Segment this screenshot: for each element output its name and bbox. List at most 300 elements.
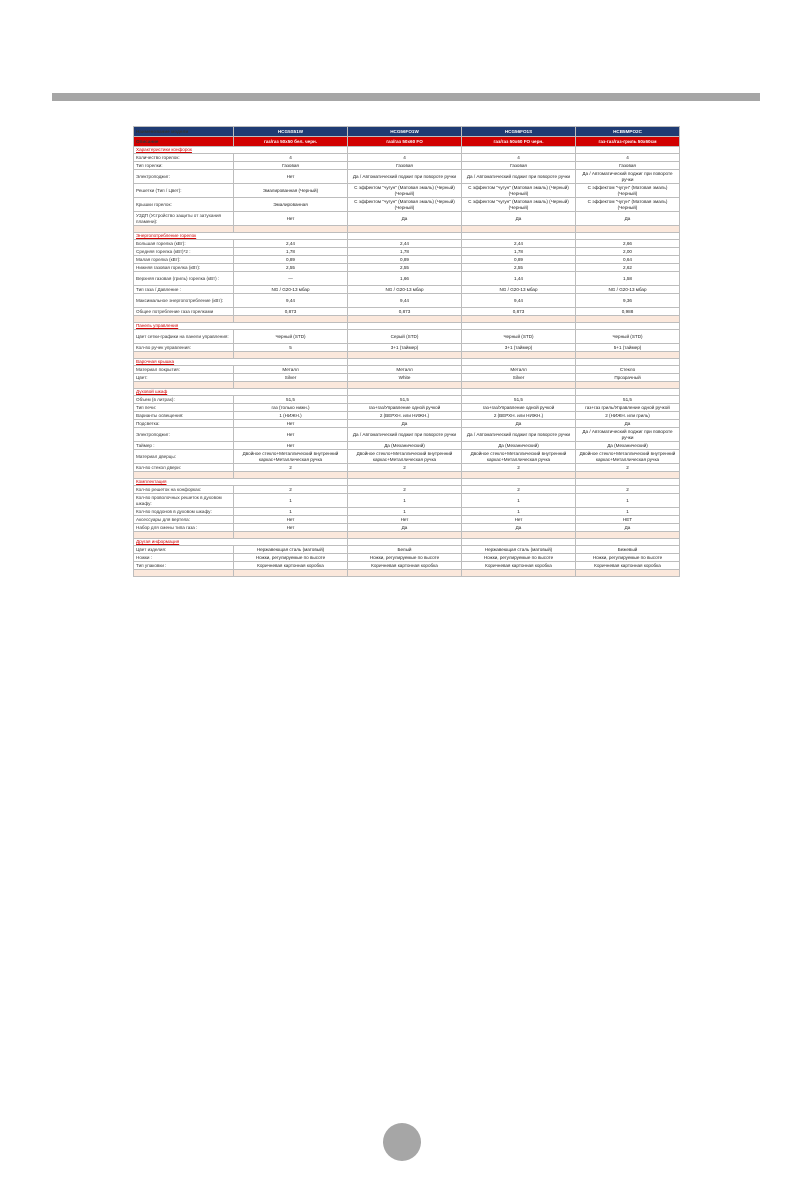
row-value: Газовая — [234, 162, 348, 170]
page-number-circle — [383, 1123, 421, 1161]
row-value: С эффектом "чугун" (Матовая эмаль) (Черный) — [576, 184, 680, 198]
row-value: газ+газ/Управление одной ручкой — [462, 404, 576, 412]
table-row — [134, 428, 680, 442]
row-value: Нет — [234, 524, 348, 532]
row-value: 51,5 — [234, 396, 348, 404]
row-value: 1 — [462, 508, 576, 516]
row-value: 2 — [234, 464, 348, 472]
description-cell: Описание — [134, 137, 234, 147]
header-cell: HCB5MPO2C — [576, 127, 680, 137]
spec-table — [133, 126, 680, 577]
row-value: Нет — [348, 516, 462, 524]
section-pad-cell — [234, 479, 348, 486]
row-value: 2,55 — [234, 264, 348, 272]
table-row — [134, 450, 680, 464]
spacer-cell — [576, 382, 680, 389]
row-label: Цвет: — [134, 374, 234, 382]
table-row — [134, 272, 680, 286]
header-cell: Наименование модели — [134, 127, 234, 137]
row-value: 2,00 — [576, 248, 680, 256]
spacer-cell — [234, 352, 348, 359]
spacer-cell — [134, 472, 234, 479]
section-pad-cell — [462, 147, 576, 154]
section-title: Панель управления — [134, 323, 234, 330]
section-pad-cell — [348, 479, 462, 486]
row-value: 1,78 — [234, 248, 348, 256]
section-header-row — [134, 479, 680, 486]
header-cell: HCG56FO1W — [348, 127, 462, 137]
spacer-cell — [462, 570, 576, 577]
table-row — [134, 212, 680, 226]
row-value: Прозрачный — [576, 374, 680, 382]
row-value: Да (Механический) — [576, 442, 680, 450]
row-value: Ножки, регулируемые по высоте — [576, 554, 680, 562]
row-value: Да / Автоматический поджиг при повороте ручки — [576, 170, 680, 184]
table-row — [134, 412, 680, 420]
row-label: Набор для смены типа газа : — [134, 524, 234, 532]
row-label: Кол-во стекол двери: — [134, 464, 234, 472]
table-row — [134, 486, 680, 494]
table-row — [134, 294, 680, 308]
section-pad-cell — [576, 147, 680, 154]
row-label: Электроподжиг: — [134, 170, 234, 184]
spacer-cell — [576, 226, 680, 233]
section-header-row — [134, 323, 680, 330]
section-pad-cell — [348, 389, 462, 396]
row-label: Объем (в литрах): — [134, 396, 234, 404]
section-pad-cell — [462, 233, 576, 240]
top-divider-bar — [52, 93, 760, 101]
table-row — [134, 248, 680, 256]
row-label: Цвет изделия: — [134, 546, 234, 554]
row-value: NG / G20-13 мбар — [234, 286, 348, 294]
row-value: С эффектом "чугун" (Матовая эмаль) (Черный) — [576, 198, 680, 212]
row-value: С эффектом "чугун" (Матовая эмаль) (Черный) (Черный) — [462, 184, 576, 198]
section-pad-cell — [234, 147, 348, 154]
row-value: Серый (STD) — [348, 330, 462, 344]
row-label: Цвет сетки-графики на панели управления: — [134, 330, 234, 344]
spacer-cell — [134, 352, 234, 359]
row-value: Нет — [234, 428, 348, 442]
row-value: 2 — [348, 486, 462, 494]
row-label: Нижняя газовая горелка (кВт): — [134, 264, 234, 272]
row-value: 2 — [462, 486, 576, 494]
spacer-cell — [348, 226, 462, 233]
row-value: Да (Механический) — [348, 442, 462, 450]
section-header-row — [134, 359, 680, 366]
section-title: Комплектация — [134, 479, 234, 486]
row-value: Эмалированная — [234, 198, 348, 212]
table-row — [134, 366, 680, 374]
table-row — [134, 420, 680, 428]
spacer-cell — [576, 352, 680, 359]
row-value: Коричневая картонная коробка — [234, 562, 348, 570]
section-title: Энергопотребление горелок — [134, 233, 234, 240]
row-label: Кол-во решеток на конфорках: — [134, 486, 234, 494]
row-value: 1,58 — [576, 272, 680, 286]
row-value: Двойное стекло+Металлический внутренний каркас+Металлическая ручка — [576, 450, 680, 464]
spacer-row — [134, 382, 680, 389]
row-value: 2 — [462, 464, 576, 472]
row-value: 1,44 — [462, 272, 576, 286]
row-label: Общее потребление газа горелками — [134, 308, 234, 316]
section-pad-cell — [462, 389, 576, 396]
row-label: Материал покрытия: — [134, 366, 234, 374]
description-row — [134, 137, 680, 147]
row-value: Металл — [348, 366, 462, 374]
table-row — [134, 508, 680, 516]
row-value: Нержавеющая сталь (матовый) — [462, 546, 576, 554]
row-value: газ+газ/Управление одной ручкой — [348, 404, 462, 412]
spacer-row — [134, 570, 680, 577]
table-row — [134, 344, 680, 352]
spacer-cell — [134, 382, 234, 389]
table-row — [134, 264, 680, 272]
spacer-cell — [234, 532, 348, 539]
row-label: Кол-во поддонов в духовом шкафу: — [134, 508, 234, 516]
spacer-cell — [576, 570, 680, 577]
row-value: 0,988 — [576, 308, 680, 316]
row-value: Металл — [462, 366, 576, 374]
row-value: 4 — [462, 154, 576, 162]
row-value: 0,873 — [234, 308, 348, 316]
section-title: Другая информация — [134, 539, 234, 546]
section-pad-cell — [348, 359, 462, 366]
table-row — [134, 546, 680, 554]
row-value: 0,89 — [462, 256, 576, 264]
spacer-cell — [462, 532, 576, 539]
section-pad-cell — [234, 539, 348, 546]
row-value: Черный (STD) — [234, 330, 348, 344]
row-label: Верхняя газовая (гриль) горелка (кВт) : — [134, 272, 234, 286]
spacer-cell — [348, 570, 462, 577]
row-value: С эффектом "чугун" (Матовая эмаль) (Черный) (Черный) — [348, 198, 462, 212]
table-row — [134, 562, 680, 570]
row-value: 1 (НИЖН.) — [234, 412, 348, 420]
row-value: 2,62 — [576, 264, 680, 272]
spacer-cell — [134, 532, 234, 539]
row-value: White — [348, 374, 462, 382]
table-row — [134, 524, 680, 532]
row-value: Двойное стекло+Металлический внутренний каркас+Металлическая ручка — [234, 450, 348, 464]
row-value: 9,36 — [576, 294, 680, 308]
section-pad-cell — [462, 323, 576, 330]
row-value: 0,64 — [576, 256, 680, 264]
spacer-cell — [576, 472, 680, 479]
spacer-cell — [234, 570, 348, 577]
table-row — [134, 162, 680, 170]
row-label: Решетки (Тип / Цвет): — [134, 184, 234, 198]
spacer-cell — [462, 382, 576, 389]
table-row — [134, 240, 680, 248]
section-pad-cell — [462, 539, 576, 546]
section-pad-cell — [234, 359, 348, 366]
row-value: Да — [462, 212, 576, 226]
row-value: газ (только нижн.) — [234, 404, 348, 412]
table-row — [134, 256, 680, 264]
section-pad-cell — [462, 479, 576, 486]
section-pad-cell — [234, 233, 348, 240]
section-title: Духовой шкаф — [134, 389, 234, 396]
row-value: Металл — [234, 366, 348, 374]
table-row — [134, 184, 680, 198]
row-value: Двойное стекло+Металлический внутренний каркас+Металлическая ручка — [348, 450, 462, 464]
row-value: — — [234, 272, 348, 286]
row-value: 1 — [576, 508, 680, 516]
row-value: 0,873 — [462, 308, 576, 316]
row-value: Silver — [234, 374, 348, 382]
row-value: Бежевый — [576, 546, 680, 554]
row-value: 3+1 (таймер) — [462, 344, 576, 352]
section-pad-cell — [576, 323, 680, 330]
spacer-cell — [134, 316, 234, 323]
row-value: Стекло — [576, 366, 680, 374]
row-value: 4 — [234, 154, 348, 162]
spacer-cell — [462, 472, 576, 479]
section-title: Характеристики конфорок — [134, 147, 234, 154]
row-value: Газовая — [462, 162, 576, 170]
row-value: 2 — [576, 464, 680, 472]
row-value: 1,78 — [348, 248, 462, 256]
section-header-row — [134, 147, 680, 154]
row-value: 2,44 — [234, 240, 348, 248]
row-value: Да — [348, 420, 462, 428]
row-value: Двойное стекло+Металлический внутренний каркас+Металлическая ручка — [462, 450, 576, 464]
table-row — [134, 554, 680, 562]
header-cell: HCG56FO1S — [462, 127, 576, 137]
section-header-row — [134, 539, 680, 546]
row-label: Малая горелка (кВт): — [134, 256, 234, 264]
row-value: Да / Автоматический поджиг при повороте ручки — [462, 170, 576, 184]
row-label: Тип горелки: — [134, 162, 234, 170]
spacer-row — [134, 352, 680, 359]
row-value: Газовая — [576, 162, 680, 170]
table-row — [134, 396, 680, 404]
row-value: Нет — [234, 420, 348, 428]
table-row — [134, 374, 680, 382]
description-cell: газ-газ/газ-гриль 50x60см — [576, 137, 680, 147]
row-value: 1 — [462, 494, 576, 508]
row-value: 3+1 (таймер) — [348, 344, 462, 352]
row-label: Количество горелок: — [134, 154, 234, 162]
spacer-cell — [576, 532, 680, 539]
row-value: Черный (STD) — [576, 330, 680, 344]
row-value: 1 — [234, 508, 348, 516]
row-value: Коричневая картонная коробка — [576, 562, 680, 570]
row-label: Крышки горелок: — [134, 198, 234, 212]
spacer-row — [134, 316, 680, 323]
row-value: 2,44 — [462, 240, 576, 248]
row-value: Да — [348, 524, 462, 532]
spacer-cell — [134, 226, 234, 233]
section-pad-cell — [576, 539, 680, 546]
section-header-row — [134, 389, 680, 396]
row-label: Большая горелка (кВт): — [134, 240, 234, 248]
row-value: 2,66 — [576, 240, 680, 248]
row-label: Тип печи: — [134, 404, 234, 412]
row-label: УЗДП (Устройство защиты от затухания пламени): — [134, 212, 234, 226]
row-value: Да — [462, 524, 576, 532]
section-pad-cell — [462, 359, 576, 366]
row-value: 1,66 — [348, 272, 462, 286]
spacer-cell — [348, 352, 462, 359]
spacer-cell — [134, 570, 234, 577]
row-label: Электроподжиг: — [134, 428, 234, 442]
section-pad-cell — [348, 323, 462, 330]
row-value: Да — [462, 420, 576, 428]
spacer-cell — [348, 532, 462, 539]
row-value: Ножки, регулируемые по высоте — [462, 554, 576, 562]
row-value: Да / Автоматический поджиг при повороте ручки — [348, 170, 462, 184]
row-value: Ножки, регулируемые по высоте — [234, 554, 348, 562]
spacer-cell — [462, 352, 576, 359]
row-label: Варианты освещения: — [134, 412, 234, 420]
row-value: Нет — [234, 516, 348, 524]
table-row — [134, 464, 680, 472]
section-pad-cell — [348, 233, 462, 240]
row-value: NG / G20-13 мбар — [348, 286, 462, 294]
section-pad-cell — [234, 389, 348, 396]
row-value: 2 (ВЕРХН. или НИЖН.) — [462, 412, 576, 420]
spacer-row — [134, 472, 680, 479]
row-value: 4 — [348, 154, 462, 162]
row-value: Да — [576, 524, 680, 532]
row-value: 5 — [234, 344, 348, 352]
table-row — [134, 404, 680, 412]
row-value: Коричневая картонная коробка — [462, 562, 576, 570]
row-value: 0,89 — [348, 256, 462, 264]
row-value: Черный (STD) — [462, 330, 576, 344]
row-value: 2,55 — [462, 264, 576, 272]
table-row — [134, 170, 680, 184]
description-cell: газ/газ 50х50 бел. черн. — [234, 137, 348, 147]
spacer-cell — [348, 382, 462, 389]
spacer-cell — [234, 316, 348, 323]
row-value: Эмалированная (Черный) — [234, 184, 348, 198]
row-value: 4 — [576, 154, 680, 162]
row-value: 2,44 — [348, 240, 462, 248]
row-label: Ножки : — [134, 554, 234, 562]
spacer-cell — [234, 226, 348, 233]
table-row — [134, 330, 680, 344]
table-row — [134, 516, 680, 524]
section-title: Варочная крышка — [134, 359, 234, 366]
section-pad-cell — [348, 539, 462, 546]
row-value: Газовая — [348, 162, 462, 170]
row-label: Подсветка: — [134, 420, 234, 428]
row-value: NG / G20-13 мбар — [576, 286, 680, 294]
row-label: Тип газа / Давление : — [134, 286, 234, 294]
row-value: Нет — [462, 516, 576, 524]
row-value: 2 — [576, 486, 680, 494]
section-pad-cell — [576, 233, 680, 240]
row-value: Да — [576, 212, 680, 226]
table-row — [134, 198, 680, 212]
row-value: Да / Автоматический поджиг при повороте ручки — [348, 428, 462, 442]
row-value: Да / Автоматический поджиг при повороте ручки — [462, 428, 576, 442]
row-value: С эффектом "чугун" (Матовая эмаль) (Черный) (Черный) — [462, 198, 576, 212]
row-value: Нет — [234, 442, 348, 450]
row-value: Нержавеющая сталь (матовый) — [234, 546, 348, 554]
spacer-cell — [234, 382, 348, 389]
row-value: Нет — [234, 212, 348, 226]
row-label: Аксессуары для вертела: — [134, 516, 234, 524]
spacer-cell — [462, 316, 576, 323]
row-value: Коричневая картонная коробка — [348, 562, 462, 570]
spacer-cell — [234, 472, 348, 479]
row-value: газ+газ гриль/Управление одной ручкой — [576, 404, 680, 412]
row-value: С эффектом "чугун" (Матовая эмаль) (Черный) (Черный) — [348, 184, 462, 198]
row-value: 0,873 — [348, 308, 462, 316]
spacer-cell — [348, 472, 462, 479]
description-cell: газ/газ 50х60 FO черн. — [462, 137, 576, 147]
section-pad-cell — [576, 359, 680, 366]
table-row — [134, 442, 680, 450]
row-value: 1 — [348, 494, 462, 508]
table-row — [134, 154, 680, 162]
row-label: Тип упаковки : — [134, 562, 234, 570]
row-value: 5+1 (таймер) — [576, 344, 680, 352]
row-value: Нет — [234, 170, 348, 184]
row-label: Кол-во проволочных решеток в духовом шкафу: — [134, 494, 234, 508]
row-value: 0,89 — [234, 256, 348, 264]
row-value: 51,5 — [462, 396, 576, 404]
spec-table-body — [134, 127, 680, 577]
table-row — [134, 286, 680, 294]
row-value: Белый — [348, 546, 462, 554]
table-row — [134, 494, 680, 508]
row-value: 9,44 — [462, 294, 576, 308]
row-value: 9,44 — [348, 294, 462, 308]
row-label: Средняя горелка (кВт)*2 : — [134, 248, 234, 256]
spacer-cell — [462, 226, 576, 233]
section-pad-cell — [576, 479, 680, 486]
row-value: Silver — [462, 374, 576, 382]
section-pad-cell — [234, 323, 348, 330]
row-value: 1 — [348, 508, 462, 516]
row-value: Да — [576, 420, 680, 428]
row-value: 1 — [576, 494, 680, 508]
row-value: Да / Автоматический поджиг при повороте ручки — [576, 428, 680, 442]
spacer-row — [134, 532, 680, 539]
row-value: 9,44 — [234, 294, 348, 308]
row-label: Таймер : — [134, 442, 234, 450]
section-pad-cell — [576, 389, 680, 396]
row-value: 51,5 — [576, 396, 680, 404]
row-value: Да — [348, 212, 462, 226]
row-value: 1,78 — [462, 248, 576, 256]
spacer-cell — [576, 316, 680, 323]
spacer-row — [134, 226, 680, 233]
description-cell: газ/газ 50х60 FO — [348, 137, 462, 147]
row-label: Материал дверцы: — [134, 450, 234, 464]
row-value: 1 — [234, 494, 348, 508]
row-value: 2 — [234, 486, 348, 494]
section-pad-cell — [348, 147, 462, 154]
row-value: Ножки, регулируемые по высоте — [348, 554, 462, 562]
row-value: NG / G20-13 мбар — [462, 286, 576, 294]
row-value: Да (Механический) — [462, 442, 576, 450]
row-label: Максимальное энергопотребление (кВт): — [134, 294, 234, 308]
table-row — [134, 308, 680, 316]
row-label: Кол-во ручек управления: — [134, 344, 234, 352]
row-value: 2 (НИЖН. или гриль) — [576, 412, 680, 420]
row-value: 2 — [348, 464, 462, 472]
header-cell: HCG5S51W — [234, 127, 348, 137]
spacer-cell — [348, 316, 462, 323]
header-row — [134, 127, 680, 137]
row-value: НЕТ — [576, 516, 680, 524]
